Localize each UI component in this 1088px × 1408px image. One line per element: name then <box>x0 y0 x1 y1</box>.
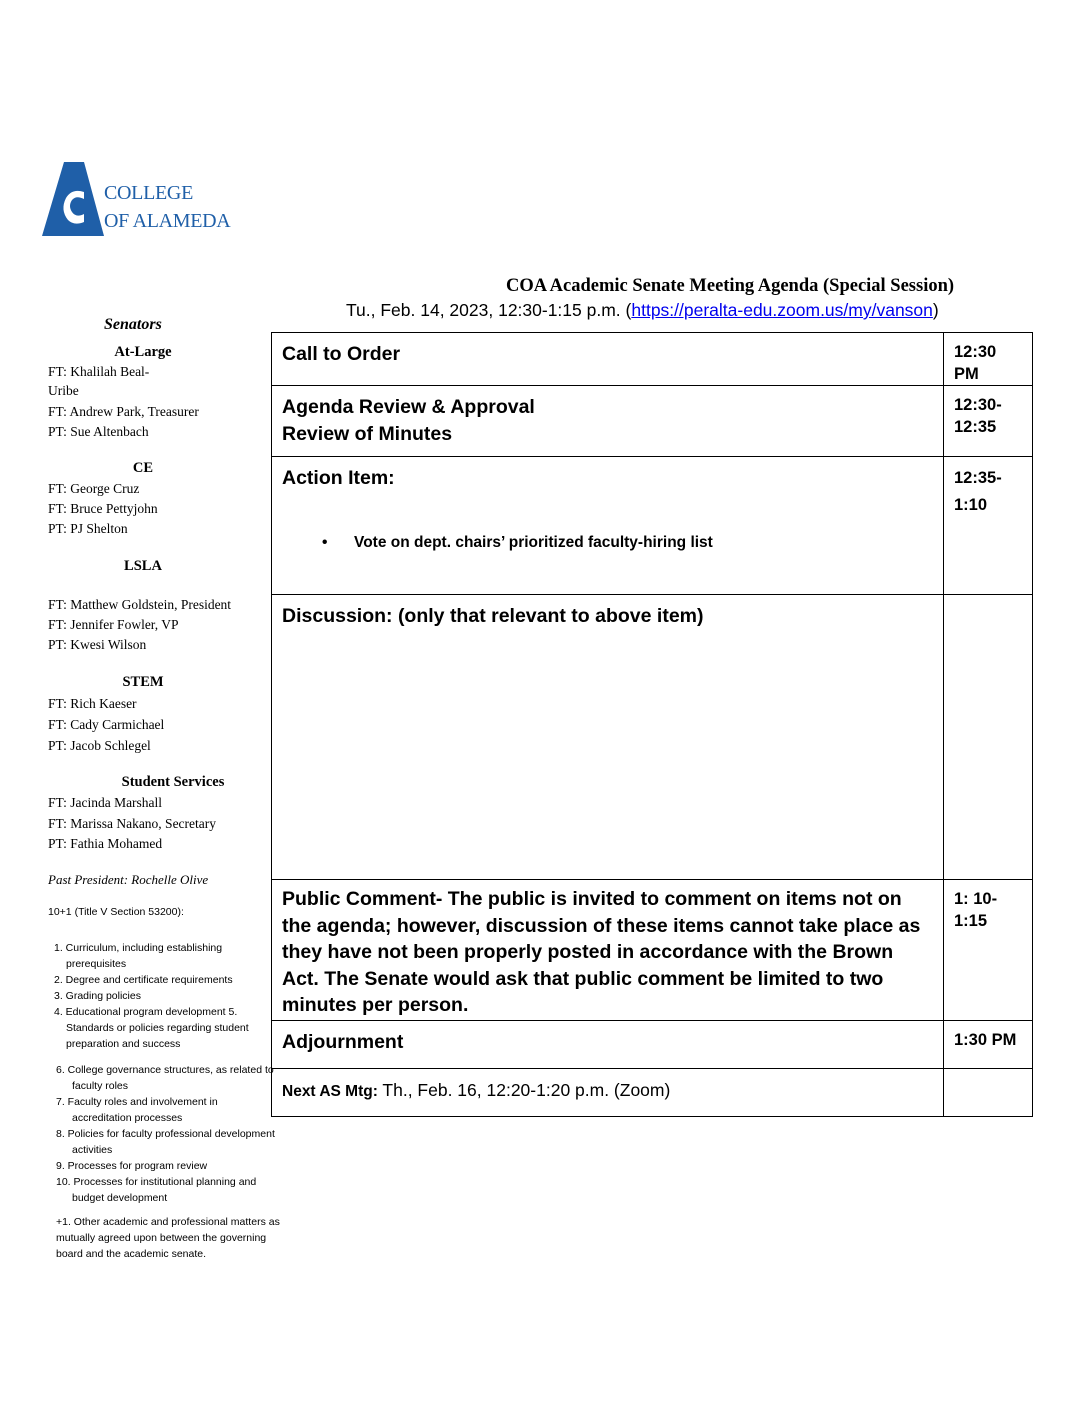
agenda-row-adjournment <box>271 1021 1033 1069</box>
list-item: 8. Policies for faculty professional development <box>56 1128 275 1140</box>
dept-student-services: Student Services <box>121 774 225 790</box>
list-item: 10. Processes for institutional planning and <box>56 1176 257 1188</box>
page-title: COA Academic Senate Meeting Agenda (Special Session) <box>505 276 955 296</box>
logo-line-1: COLLEGE <box>104 182 193 204</box>
plus-one-line: +1. Other academic and professional matters as <box>56 1216 280 1228</box>
college-logo <box>42 162 242 236</box>
agenda-bullet <box>322 529 713 556</box>
agenda-time: 12:30- <box>954 396 1002 414</box>
agenda-row-discussion <box>271 595 1033 880</box>
agenda-time: 1:10 <box>954 496 988 514</box>
agenda-row-action <box>271 457 1033 595</box>
list-item: 6. College governance structures, as related to <box>56 1064 274 1076</box>
list-item: 4. Educational program development 5. <box>54 1006 238 1018</box>
list-item: 3. Grading policies <box>54 990 141 1002</box>
senator-item: PT: Sue Altenbach <box>48 424 149 439</box>
agenda-time: 1: 10- <box>954 890 998 908</box>
list-item: Standards or policies regarding student <box>66 1022 249 1034</box>
agenda-row-next-meeting <box>271 1069 1033 1117</box>
ten-plus-one-title: 10+1 (Title V Section 53200): <box>48 906 184 918</box>
next-meeting-value: Th., Feb. 16, 12:20-1:20 p.m. (Zoom) <box>377 1080 671 1100</box>
plus-one-line: mutually agreed upon between the governing <box>56 1232 267 1244</box>
agenda-item: Call to Order <box>272 333 944 385</box>
agenda-item: Action Item: <box>282 467 395 489</box>
subtitle-suffix: ) <box>932 300 939 320</box>
agenda-item-cell <box>272 386 944 456</box>
agenda-item: Discussion: (only that relevant to above item) <box>272 595 944 879</box>
agenda-bullet-text: Vote on dept. chairs’ prioritized faculty-hiring list <box>354 534 713 551</box>
list-item: prerequisites <box>66 958 127 970</box>
past-president: Past President: Rochelle Olive <box>48 872 209 887</box>
agenda-time: 12:30 PM <box>954 343 997 383</box>
list-item: accreditation processes <box>72 1112 183 1124</box>
list-item: faculty roles <box>72 1080 129 1092</box>
agenda-time: 1:30 PM <box>954 1031 1017 1049</box>
agenda-row-review <box>271 386 1033 457</box>
senator-item: FT: Matthew Goldstein, President <box>48 597 232 612</box>
agenda-item-cell <box>272 457 944 594</box>
agenda-item: Agenda Review & Approval <box>282 396 535 418</box>
senator-item: FT: Andrew Park, Treasurer <box>48 404 199 419</box>
senator-item: FT: Jennifer Fowler, VP <box>48 617 179 632</box>
agenda-time-cell <box>944 880 1032 1020</box>
agenda-time: 1:15 <box>954 912 988 930</box>
meeting-datetime <box>346 300 939 321</box>
senator-item: FT: Cady Carmichael <box>48 717 165 732</box>
agenda-item: Public Comment- The public is invited to comment on items not on the agenda; however, discussion of these items cannot take place as they have not been properly posted in accordance with the Brown Act. The Senate would ask that public comment be limited to two minutes per person. <box>272 880 944 1020</box>
zoom-link[interactable]: https://peralta-edu.zoom.us/my/vanson <box>631 300 933 320</box>
agenda-time: 12:35 <box>954 418 997 436</box>
next-meeting-label: Next AS Mtg: <box>282 1083 378 1100</box>
next-meeting-cell <box>272 1069 944 1116</box>
senator-item: PT: Jacob Schlegel <box>48 738 151 753</box>
dept-at-large: At-Large <box>114 344 172 360</box>
senator-item: Uribe <box>48 383 79 398</box>
list-item: activities <box>72 1144 113 1156</box>
bullet-icon: • <box>322 534 328 551</box>
subtitle-prefix: Tu., Feb. 14, 2023, 12:30-1:15 p.m. ( <box>346 300 632 320</box>
list-item: 7. Faculty roles and involvement in <box>56 1096 218 1108</box>
dept-ce: CE <box>132 460 154 476</box>
senator-item: PT: Kwesi Wilson <box>48 637 147 652</box>
senator-item: PT: Fathia Mohamed <box>48 836 163 851</box>
logo-line-2: OF ALAMEDA <box>104 210 231 232</box>
agenda-time <box>944 595 1032 879</box>
list-item: 2. Degree and certificate requirements <box>54 974 233 986</box>
senator-item: FT: Rich Kaeser <box>48 696 137 711</box>
agenda-time-cell <box>944 457 1032 594</box>
list-item: preparation and success <box>66 1038 181 1050</box>
list-item: 9. Processes for program review <box>56 1160 208 1172</box>
agenda-table <box>271 332 1033 1117</box>
senator-item: FT: Khalilah Beal- <box>48 364 150 379</box>
agenda-time-cell <box>944 386 1032 456</box>
senator-item: FT: Marissa Nakano, Secretary <box>48 816 217 831</box>
senator-item: PT: PJ Shelton <box>48 521 128 536</box>
dept-lsla: LSLA <box>124 558 162 574</box>
senator-item: FT: George Cruz <box>48 481 140 496</box>
plus-one-line: board and the academic senate. <box>56 1248 207 1260</box>
senator-item: FT: Bruce Pettyjohn <box>48 501 158 516</box>
agenda-item: Review of Minutes <box>282 423 453 445</box>
agenda-time: 12:35- <box>954 469 1002 487</box>
agenda-item: Adjournment <box>272 1021 944 1068</box>
senator-item: FT: Jacinda Marshall <box>48 795 163 810</box>
list-item: 1. Curriculum, including establishing <box>54 942 223 954</box>
list-item: budget development <box>72 1192 168 1204</box>
dept-stem: STEM <box>122 674 164 690</box>
college-logo-icon <box>42 162 104 236</box>
senators-heading: Senators <box>104 316 162 333</box>
agenda-row-public-comment <box>271 880 1033 1021</box>
agenda-row-call-to-order <box>271 333 1033 386</box>
agenda-time <box>944 1069 1032 1116</box>
